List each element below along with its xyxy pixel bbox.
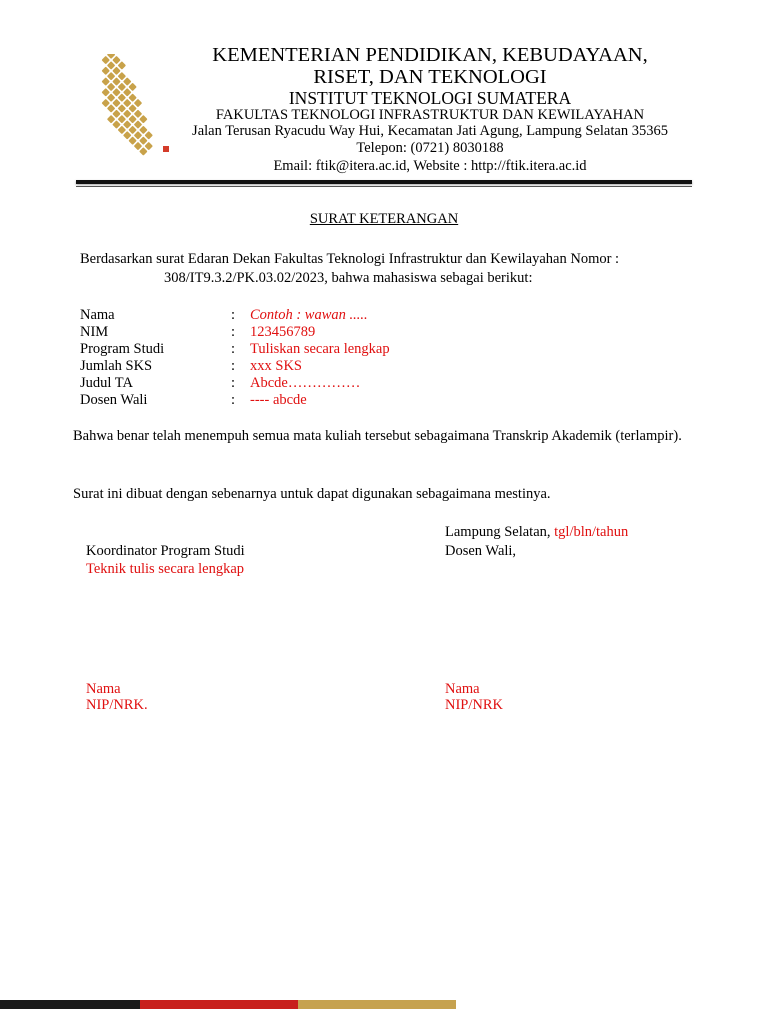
field-value-jumlah-sks: xxx SKS: [250, 358, 302, 374]
logo-tile: [123, 110, 131, 118]
institute-address: Jalan Terusan Ryacudu Way Hui, Kecamatan Jati Agung, Lampung Selatan 35365: [192, 123, 668, 139]
left-signer-name: Nama: [86, 681, 121, 697]
logo-tile: [118, 72, 126, 80]
faculty-name: FAKULTAS TEKNOLOGI INFRASTRUKTUR DAN KEWILAYAHAN: [215, 107, 645, 123]
ministry-line-2: RISET, DAN TEKNOLOGI: [313, 66, 547, 88]
logo-tile: [107, 72, 115, 80]
logo-red-tile: [163, 146, 169, 152]
logo-tile: [128, 93, 136, 101]
letterhead-divider-thin: [76, 186, 692, 187]
institute-phone: Telepon: (0721) 8030188: [356, 140, 504, 156]
institute-name: INSTITUT TEKNOLOGI SUMATERA: [288, 88, 572, 108]
signing-place: Lampung Selatan,: [445, 524, 555, 540]
logo-tile: [118, 61, 126, 69]
logo-tile: [112, 56, 120, 64]
logo-tile: [107, 61, 115, 69]
logo-tile: [118, 115, 126, 123]
field-label-judul-ta: Judul TA: [80, 375, 133, 391]
logo-tile: [128, 136, 136, 144]
logo-tile: [107, 83, 115, 91]
logo-tile: [139, 126, 147, 134]
logo-tile: [128, 83, 136, 91]
footer-bar-gold: [298, 1000, 456, 1009]
field-value-judul-ta: Abcde……………: [250, 375, 361, 391]
field-label-dosen-wali: Dosen Wali: [80, 392, 148, 408]
field-value-dosen-wali: ---- abcde: [250, 392, 307, 408]
closing-paragraph: Surat ini dibuat dengan sebenarnya untuk dapat digunakan sebagaimana mestinya.: [73, 486, 551, 502]
logo-tile: [134, 110, 142, 118]
field-colon: :: [231, 307, 236, 323]
logo-tile: [112, 77, 120, 85]
field-colon: :: [231, 375, 236, 391]
field-label-jumlah-sks: Jumlah SKS: [80, 358, 153, 374]
footer-bar-red: [140, 1000, 298, 1009]
logo-tile: [123, 120, 131, 128]
field-value-program-studi: Tuliskan secara lengkap: [250, 341, 390, 357]
ministry-line-1: KEMENTERIAN PENDIDIKAN, KEBUDAYAAN,: [212, 44, 648, 66]
logo-tile: [101, 99, 109, 107]
logo-tile: [107, 93, 115, 101]
itera-logo: [66, 54, 176, 160]
logo-tile: [101, 67, 109, 75]
logo-tile: [101, 77, 109, 85]
intro-line-1: Berdasarkan surat Edaran Dekan Fakultas Teknologi Infrastruktur dan Kewilayahan Nomor :: [80, 251, 620, 267]
field-colon: :: [231, 358, 236, 374]
left-signer-role: Koordinator Program Studi: [86, 543, 245, 559]
place-date-line: [445, 524, 628, 541]
logo-tile: [107, 115, 115, 123]
logo-tile: [101, 88, 109, 96]
logo-tile: [123, 77, 131, 85]
statement-paragraph: Bahwa benar telah menempuh semua mata kuliah tersebut sebagaimana Transkrip Akademik (terlampir).: [73, 428, 682, 444]
signing-date: tgl/bln/tahun: [554, 524, 629, 540]
logo-tile: [134, 99, 142, 107]
logo-tile: [107, 54, 115, 59]
logo-tile: [128, 115, 136, 123]
logo-tile: [118, 93, 126, 101]
right-signer-name: Nama: [445, 681, 480, 697]
field-colon: :: [231, 341, 236, 357]
field-value-nama: Contoh : wawan .....: [250, 307, 368, 323]
logo-tiles: [75, 54, 176, 156]
document-title: SURAT KETERANGAN: [309, 211, 459, 227]
logo-tile: [123, 131, 131, 139]
logo-tile: [134, 120, 142, 128]
logo-tile: [118, 83, 126, 91]
logo-tile: [144, 131, 152, 139]
field-colon: :: [231, 324, 236, 340]
logo-tile: [139, 136, 147, 144]
logo-tile: [112, 67, 120, 75]
logo-tile: [134, 131, 142, 139]
logo-tile: [123, 99, 131, 107]
field-label-program-studi: Program Studi: [80, 341, 165, 357]
right-signer-role: Dosen Wali,: [445, 543, 517, 559]
field-colon: :: [231, 392, 236, 408]
left-signer-id: NIP/NRK.: [86, 697, 148, 713]
field-label-nim: NIM: [80, 324, 109, 340]
logo-tile: [128, 126, 136, 134]
logo-tile: [112, 99, 120, 107]
logo-tile: [112, 120, 120, 128]
field-value-nim: 123456789: [250, 324, 316, 340]
logo-tile: [123, 88, 131, 96]
logo-tile: [107, 104, 115, 112]
logo-tile: [139, 115, 147, 123]
logo-tile: [112, 110, 120, 118]
logo-tile: [128, 104, 136, 112]
letterhead-divider: [76, 180, 692, 184]
institute-contact: Email: ftik@itera.ac.id, Website : http://ftik.itera.ac.id: [273, 158, 587, 174]
intro-line-2: 308/IT9.3.2/PK.03.02/2023, bahwa mahasiswa sebagai berikut:: [164, 270, 533, 286]
logo-tile: [118, 104, 126, 112]
field-label-nama: Nama: [80, 307, 115, 323]
logo-tile: [144, 142, 152, 150]
right-signer-id: NIP/NRK: [445, 697, 504, 713]
footer-bar-black: [0, 1000, 140, 1009]
left-signer-subtitle: Teknik tulis secara lengkap: [86, 561, 245, 577]
logo-tile: [101, 56, 109, 64]
logo-tile: [134, 142, 142, 150]
logo-tile: [112, 88, 120, 96]
logo-tile: [139, 147, 147, 155]
logo-tile: [118, 126, 126, 134]
